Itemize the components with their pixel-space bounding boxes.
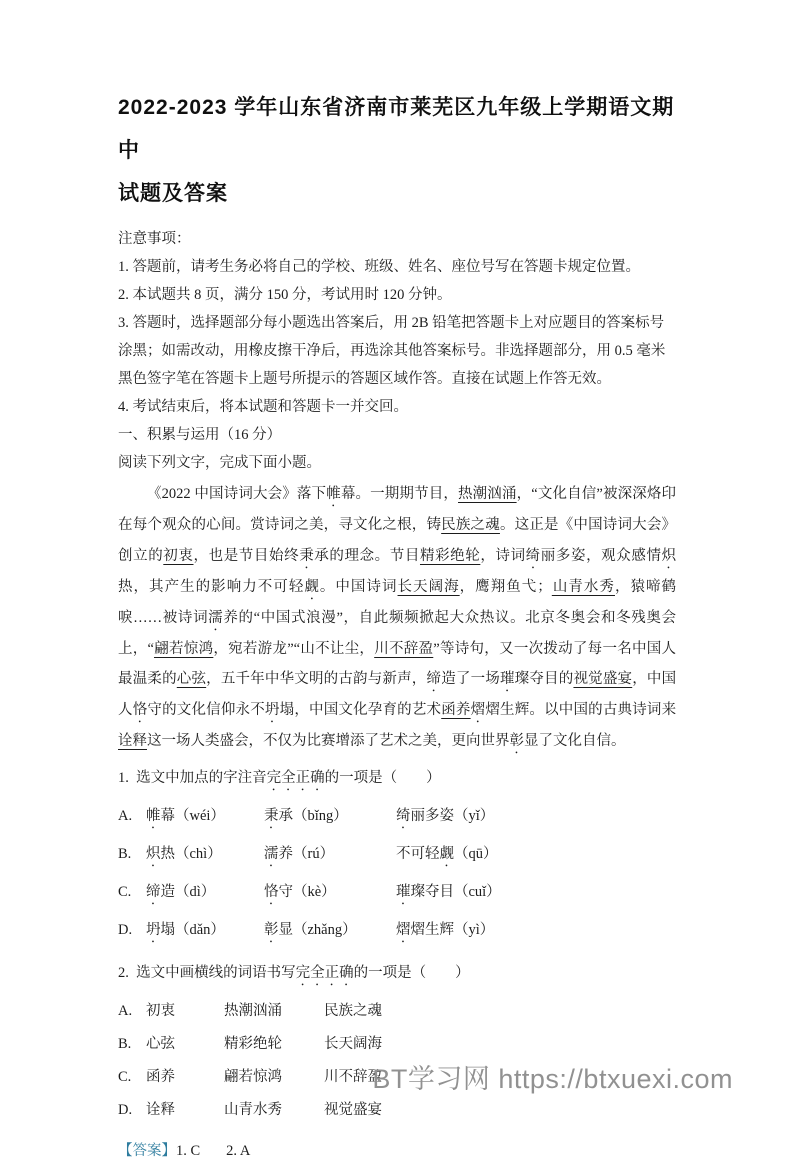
- option-word: 初衷: [146, 1003, 175, 1019]
- option-word: 长天阔海: [324, 1036, 382, 1052]
- option-word: 视觉盛宴: [324, 1102, 382, 1118]
- question-1-stem: 1. 选文中加点的字注音完全正确的一项是（ ）: [118, 770, 441, 786]
- option-label: D.: [118, 1102, 133, 1118]
- option-word: 绮丽多姿（yǐ）: [396, 808, 495, 824]
- option-word: 恪守（kè）: [264, 884, 336, 900]
- option-word: 秉承（bǐng）: [264, 808, 348, 824]
- option-word: 不可轻觑（qū）: [396, 846, 498, 862]
- notice-item-1: 1. 答题前，请考生务必将自己的学校、班级、姓名、座位号写在答题卡规定位置。: [118, 259, 640, 275]
- option-word: 热潮汹涌: [224, 1003, 282, 1019]
- question-2-option-b: [118, 1034, 676, 1055]
- option-word: 帷幕（wéi）: [146, 808, 225, 824]
- option-word: 心弦: [146, 1036, 175, 1052]
- notice-item-3: 3. 答题时，选择题部分每小题选出答案后，用 2B 铅笔把答题卡上对应题目的答案标号涂黑；如需改动，用橡皮擦干净后，再选涂其他答案标号。非选择题部分，用 0.5 毫米黑色签字笔在答题卡上题号所提示的答题区域作答。直接在试题上作答无效。: [118, 315, 666, 387]
- option-word: 民族之魂: [324, 1003, 382, 1019]
- question-1-option-a: [118, 806, 676, 832]
- question-1-option-b: [118, 844, 676, 870]
- page-title: [118, 86, 676, 215]
- option-word: 炽热（chì）: [146, 846, 222, 862]
- option-word: 山青水秀: [224, 1102, 282, 1118]
- notice-item-4: 4. 考试结束后，将本试题和答题卡一并交回。: [118, 399, 408, 415]
- option-label: B.: [118, 1036, 132, 1052]
- page-title-line1: 2022-2023 学年山东省济南市莱芜区九年级上学期语文期中: [118, 96, 675, 162]
- footer-watermark: [372, 1057, 733, 1096]
- option-label: B.: [118, 846, 132, 862]
- notice-heading: 注意事项：: [118, 231, 191, 247]
- option-word: 精彩绝轮: [224, 1036, 282, 1052]
- option-label: C.: [118, 1069, 132, 1085]
- question-2-stem: 2. 选文中画横线的词语书写完全正确的一项是（ ）: [118, 965, 470, 981]
- question-2-option-a: [118, 1001, 676, 1022]
- answer-item-2: 2. A: [226, 1143, 251, 1159]
- option-label: A.: [118, 808, 133, 824]
- option-word: 翩若惊鸿: [224, 1069, 282, 1085]
- option-word: 函养: [146, 1069, 175, 1085]
- question-1-option-c: [118, 882, 676, 908]
- option-word: 熠熠生辉（yì）: [396, 922, 495, 938]
- question-1-option-d: [118, 920, 676, 946]
- answer-item-1: 1. C: [176, 1143, 201, 1159]
- notice-item-2: 2. 本试题共 8 页，满分 150 分，考试用时 120 分钟。: [118, 287, 452, 303]
- option-word: 彰显（zhǎng）: [264, 922, 357, 938]
- answer-line: [118, 1139, 676, 1163]
- option-word: 璀璨夺目（cuǐ）: [396, 884, 501, 900]
- option-word: 缔造（dì）: [146, 884, 216, 900]
- section-heading: 一、积累与运用（16 分）: [118, 427, 282, 443]
- option-label: D.: [118, 922, 133, 938]
- question-1: [118, 763, 676, 946]
- answer-label: 【答案】: [118, 1143, 176, 1159]
- notice-section: [118, 225, 676, 421]
- reading-passage: 《2022 中国诗词大会》落下帷幕。一期期节目，热潮汹涌，“文化自信”被深深烙印在每个观众的心间。赏诗词之美，寻文化之根，铸民族之魂。这正是《中国诗词大会》创立的初衷，也是节目始终秉承的理念。节目精彩绝轮，诗词绮丽多姿，观众感情炽热，其产生的影响力不可轻觑。中国诗词长天阔海，鹰翔鱼弋；山青水秀，猿啼鹤唳……被诗词濡养的“中国式浪漫”，自此频频掀起大众热议。北京冬奥会和冬残奥会上，“翩若惊鸿，宛若游龙”“山不让尘，川不辞盈”等诗句，又一次拨动了每一名中国人最温柔的心弦，五千年中华文明的古韵与新声，缔造了一场璀璨夺目的视觉盛宴，中国人恪守的文化信仰永不坍塌，中国文化孕育的艺术函养熠熠生辉。以中国的古典诗词来诠释这一场人类盛会，不仅为比赛增添了艺术之美，更向世界彰显了文化自信。: [118, 486, 677, 749]
- option-word: 川不辞盈: [324, 1069, 382, 1085]
- option-label: C.: [118, 884, 132, 900]
- question-2-option-d: [118, 1100, 676, 1121]
- option-word: 坍塌（dǎn）: [146, 922, 225, 938]
- option-label: A.: [118, 1003, 133, 1019]
- footer-site-link[interactable]: BT学习网 https://btxuexi.com: [372, 1064, 733, 1094]
- page-title-line2: 试题及答案: [118, 182, 228, 205]
- option-word: 诠释: [146, 1102, 175, 1118]
- question-2: [118, 958, 676, 1121]
- option-word: 濡养（rú）: [264, 846, 335, 862]
- passage-intro: 阅读下列文字，完成下面小题。: [118, 455, 321, 471]
